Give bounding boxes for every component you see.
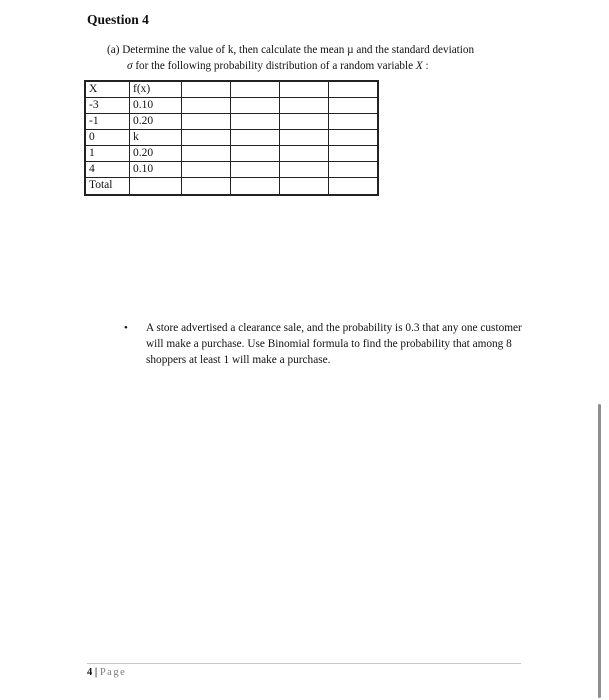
table-cell <box>280 161 329 177</box>
part-a-line-2-text: for the following probability distribution of a random variable <box>132 60 416 72</box>
sigma-symbol: σ <box>127 60 133 72</box>
table-cell <box>329 161 379 177</box>
part-a-line-2-end: : <box>422 60 429 72</box>
table-cell <box>182 161 231 177</box>
table-cell: 4 <box>85 161 130 177</box>
table-header-cell <box>280 81 329 97</box>
page-number: 4 <box>87 667 93 678</box>
table-cell <box>231 177 280 195</box>
table-cell <box>231 113 280 129</box>
table-row <box>85 97 378 113</box>
table-cell <box>329 113 379 129</box>
footer-separator: | <box>94 667 98 678</box>
table-header-cell <box>182 81 231 97</box>
binomial-question-bullet <box>124 320 524 368</box>
table-cell <box>329 145 379 161</box>
table-cell: 0.20 <box>130 113 182 129</box>
part-a-line-2 <box>107 58 527 74</box>
table-cell: 0.10 <box>130 97 182 113</box>
footer-divider <box>87 663 521 664</box>
table-cell: 1 <box>85 145 130 161</box>
table-header-row <box>85 81 378 97</box>
table-cell: 0 <box>85 129 130 145</box>
table-total-row <box>85 177 378 195</box>
table-cell <box>130 177 182 195</box>
table-cell <box>231 129 280 145</box>
table-cell: k <box>130 129 182 145</box>
probability-distribution-table <box>84 80 379 196</box>
table-row <box>85 129 378 145</box>
table-cell <box>182 177 231 195</box>
table-cell <box>182 145 231 161</box>
table-cell <box>280 113 329 129</box>
table-cell <box>182 113 231 129</box>
table-header-cell <box>329 81 379 97</box>
table-cell <box>231 145 280 161</box>
table-cell <box>280 177 329 195</box>
table-cell <box>280 97 329 113</box>
table-header-cell <box>231 81 280 97</box>
table-header-cell: f(x) <box>130 81 182 97</box>
table-cell <box>329 129 379 145</box>
table-cell: -1 <box>85 113 130 129</box>
table-cell <box>280 129 329 145</box>
table-row <box>85 113 378 129</box>
table-cell <box>329 97 379 113</box>
total-label-cell: Total <box>85 177 130 195</box>
table-row <box>85 161 378 177</box>
page-word: Page <box>99 667 127 678</box>
table-cell: 0.20 <box>130 145 182 161</box>
table-row <box>85 145 378 161</box>
question-heading: Question 4 <box>87 12 149 27</box>
bullet-marker: • <box>124 322 128 334</box>
table-cell: 0.10 <box>130 161 182 177</box>
table-cell <box>182 97 231 113</box>
page-footer <box>87 667 126 678</box>
part-a-instruction <box>107 42 527 74</box>
bullet-text: A store advertised a clearance sale, and the probability is 0.3 that any one customer will make a purchase. Use Binomial formula to find the probability that among 8 shoppers at least 1 will make a purchase. <box>146 322 522 366</box>
table-cell <box>329 177 379 195</box>
table-header-cell: X <box>85 81 130 97</box>
table-cell <box>231 161 280 177</box>
table-cell <box>280 145 329 161</box>
table-cell: -3 <box>85 97 130 113</box>
random-variable-symbol: X <box>415 60 423 72</box>
table-cell <box>182 129 231 145</box>
table-cell <box>231 97 280 113</box>
vertical-scrollbar[interactable] <box>598 404 601 698</box>
part-a-line-1: (a) Determine the value of k, then calculate the mean µ and the standard deviation <box>107 44 475 56</box>
